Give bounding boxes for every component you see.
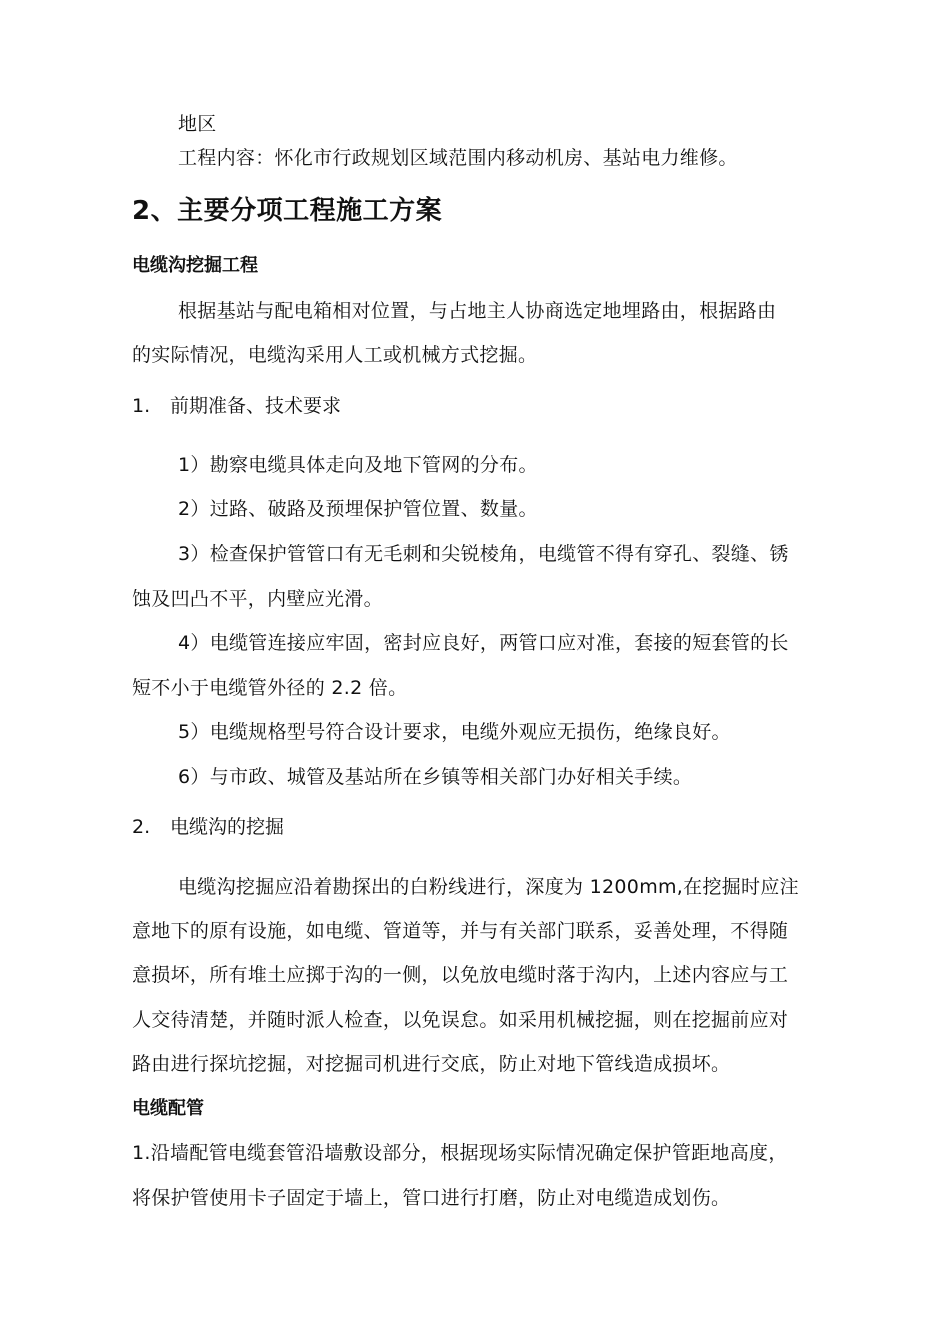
requirement-3-line-1: 3）检查保护管管口有无毛刺和尖锐棱角，电缆管不得有穿孔、裂缝、锈 bbox=[178, 543, 789, 565]
requirement-1: 1）勘察电缆具体走向及地下管网的分布。 bbox=[178, 454, 538, 476]
requirement-5: 5）电缆规格型号符合设计要求，电缆外观应无损伤，绝缘良好。 bbox=[178, 721, 731, 743]
section-title: 2、主要分项工程施工方案 bbox=[132, 196, 443, 226]
digging-paragraph-line-2: 意地下的原有设施，如电缆、管道等，并与有关部门联系，妥善处理，不得随 bbox=[132, 920, 789, 942]
conduit-heading: 电缆配管 bbox=[132, 1098, 204, 1119]
trench-paragraph-line-2: 的实际情况，电缆沟采用人工或机械方式挖掘。 bbox=[132, 344, 538, 366]
numbered-item-2-title: 电缆沟的挖掘 bbox=[170, 816, 285, 838]
trench-heading: 电缆沟挖掘工程 bbox=[132, 255, 258, 276]
numbered-item-1-number: 1. bbox=[132, 395, 151, 417]
requirement-3-line-2: 蚀及凹凸不平，内壁应光滑。 bbox=[132, 588, 383, 610]
trench-paragraph-line-1: 根据基站与配电箱相对位置，与占地主人协商选定地埋路由，根据路由 bbox=[178, 300, 777, 322]
numbered-item-2 bbox=[132, 815, 284, 839]
digging-paragraph-line-4: 人交待清楚，并随时派人检查，以免误怠。如采用机械挖掘，则在挖掘前应对 bbox=[132, 1009, 789, 1031]
digging-paragraph-line-1: 电缆沟挖掘应沿着勘探出的白粉线进行，深度为 1200mm,在挖掘时应注 bbox=[178, 876, 799, 898]
requirement-4-line-1: 4）电缆管连接应牢固，密封应良好，两管口应对准，套接的短套管的长 bbox=[178, 632, 789, 654]
requirement-2: 2）过路、破路及预埋保护管位置、数量。 bbox=[178, 498, 538, 520]
requirement-4-line-2: 短不小于电缆管外径的 2.2 倍。 bbox=[132, 677, 408, 699]
conduit-paragraph-line-1: 1.沿墙配管电缆套管沿墙敷设部分，根据现场实际情况确定保护管距地高度， bbox=[132, 1142, 788, 1164]
numbered-item-2-number: 2. bbox=[132, 816, 151, 838]
numbered-item-1-title: 前期准备、技术要求 bbox=[170, 395, 342, 417]
numbered-item-1 bbox=[132, 394, 341, 418]
digging-paragraph-line-3: 意损坏，所有堆土应掷于沟的一侧，以免放电缆时落于沟内，上述内容应与工 bbox=[132, 964, 789, 986]
requirement-6: 6）与市政、城管及基站所在乡镇等相关部门办好相关手续。 bbox=[178, 766, 693, 788]
project-content-line: 工程内容：怀化市行政规划区域范围内移动机房、基站电力维修。 bbox=[178, 147, 738, 169]
digging-paragraph-line-5: 路由进行探坑挖掘，对挖掘司机进行交底，防止对地下管线造成损坏。 bbox=[132, 1053, 731, 1075]
conduit-paragraph-line-2: 将保护管使用卡子固定于墙上，管口进行打磨，防止对电缆造成划伤。 bbox=[132, 1187, 731, 1209]
region-line: 地区 bbox=[178, 113, 217, 135]
